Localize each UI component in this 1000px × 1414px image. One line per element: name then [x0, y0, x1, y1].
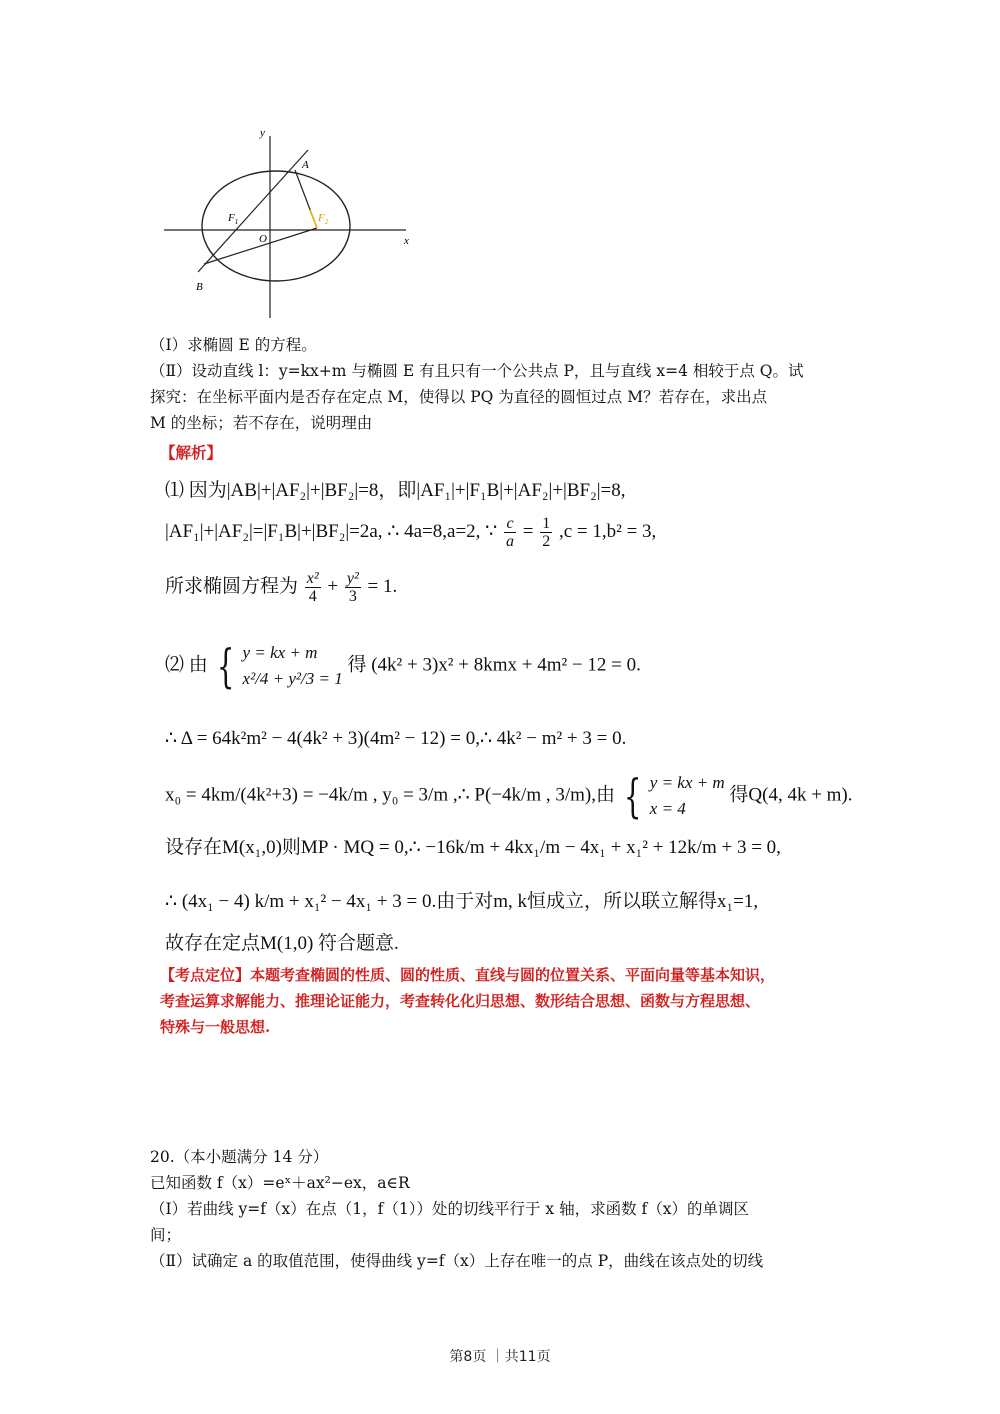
fraction-den: 3: [348, 588, 357, 605]
solution-2-x0: x₀ = 4km/(4k²+3) = −4k/m , y₀ = 3/m ,∴ P(−4k/m , 3/m),由: [165, 784, 615, 806]
solution-2-line1: [165, 640, 641, 692]
fraction-num: x²: [306, 570, 319, 587]
fraction-den: 2: [542, 533, 551, 550]
solution-2-m: 设存在M(x₁,0)则MP · MQ = 0,∴ −16k/m + 4kx₁/m − 4x₁ + x₁² + 12k/m + 3 = 0,: [165, 837, 781, 858]
focal-line-yellow: [310, 210, 317, 228]
fraction-x2-over-4: [305, 570, 321, 605]
label-F2: $F_2$: [318, 212, 329, 226]
fraction-den: 4: [308, 588, 317, 605]
q20-line1: 已知函数 f（x）=eˣ＋ax²−ex，a∈R: [150, 1174, 410, 1192]
label-B: B: [196, 281, 203, 293]
label-A: A: [302, 159, 309, 171]
fraction-num: 1: [542, 515, 551, 532]
question-part2-line2: 探究：在坐标平面内是否存在定点 M，使得以 PQ 为直径的圆恒过点 M？若存在，求出点: [150, 388, 768, 406]
fraction-c-over-a: [504, 515, 516, 550]
system-q-eq-2: x = 4: [649, 799, 686, 818]
label-O: O: [259, 233, 267, 245]
question-part1: （Ⅰ）求椭圆 E 的方程。: [150, 336, 317, 354]
brace-symbol: {: [216, 639, 234, 693]
kaodian-line3: 特殊与一般思想.: [160, 1018, 271, 1036]
plus-sign: +: [327, 575, 339, 597]
ellipse-figure: [160, 122, 420, 322]
line-AB: [198, 150, 308, 272]
fraction-one-half: [540, 515, 552, 550]
fraction-den: a: [506, 533, 514, 550]
ellipse-eq-lead: 所求椭圆方程为: [165, 575, 299, 597]
solution-1-line2-b: ,c = 1,b² = 3,: [558, 520, 657, 542]
solution-1-line1: ⑴ 因为|AB|+|AF₂|+|BF₂|=8，即|AF₁|+|F₁B|+|AF₂|+|BF₂|=8,: [165, 480, 626, 501]
system-eq-1: y = kx + m: [242, 643, 318, 662]
system-eq-2: x²/4 + y²/3 = 1: [242, 669, 343, 688]
fraction-y2-over-3: [345, 570, 361, 605]
equation-system: [243, 640, 343, 692]
solution-2-q-result: 得Q(4, 4k + m).: [729, 784, 853, 806]
label-F1: $F_1$: [228, 212, 239, 226]
solution-1-line3: [165, 570, 397, 605]
q20-line4: （Ⅱ）试确定 a 的取值范围，使得曲线 y=f（x）上存在唯一的点 P，曲线在该点处的切线: [150, 1252, 764, 1270]
q20-line2: （Ⅰ）若曲线 y=f（x）在点（1，f（1））处的切线平行于 x 轴，求函数 f（x）的单调区: [150, 1200, 749, 1218]
solution-1-line2: [165, 515, 656, 550]
solution-1-line2-a: |AF₁|+|AF₂|=|F₁B|+|BF₂|=2a, ∴ 4a=8,a=2, ∵: [165, 520, 498, 542]
solution-2-line3: [165, 770, 853, 822]
solution-2-lead: ⑵ 由: [165, 654, 208, 676]
equation-system-q: [650, 770, 725, 822]
question-part2-line1: （Ⅱ）设动直线 l：y=kx+m 与椭圆 E 有且只有一个公共点 P，且与直线 x=4 相较于点 Q。试: [150, 362, 804, 380]
page-footer: 第8页 ｜共11页: [449, 1349, 551, 1365]
solution-2-result: 得 (4k² + 3)x² + 8kmx + 4m² − 12 = 0.: [347, 654, 641, 676]
ellipse-eq-end: = 1.: [367, 575, 398, 597]
q20-line3: 间；: [150, 1226, 182, 1244]
solution-2-delta: ∴ Δ = 64k²m² − 4(4k² + 3)(4m² − 12) = 0,∴ 4k² − m² + 3 = 0.: [165, 728, 627, 749]
question-part2-line3: M 的坐标；若不存在，说明理由: [150, 414, 373, 432]
label-y: y: [260, 127, 265, 139]
ellipse-curve: [202, 171, 350, 281]
kaodian-line2: 考查运算求解能力、推理论证能力，考查转化化归思想、数形结合思想、函数与方程思想、: [160, 992, 761, 1010]
equals-sign: =: [522, 520, 534, 542]
solution-2-solve: ∴ (4x₁ − 4) k/m + x₁² − 4x₁ + 3 = 0.由于对m, k恒成立，所以联立解得x₁=1,: [165, 891, 759, 912]
brace-symbol: {: [623, 769, 642, 823]
kaodian-line1: 【考点定位】本题考查椭圆的性质、圆的性质、直线与圆的位置关系、平面向量等基本知识，: [160, 966, 776, 984]
solution-2-conclusion: 故存在定点M(1,0) 符合题意.: [165, 933, 399, 954]
fraction-num: c: [506, 515, 514, 532]
fraction-num: y²: [346, 570, 359, 587]
system-q-eq-1: y = kx + m: [649, 773, 725, 792]
label-x: x: [404, 235, 409, 247]
solution-heading: 【解析】: [160, 443, 223, 462]
q20-title: 20.（本小题满分 14 分）: [150, 1148, 329, 1166]
